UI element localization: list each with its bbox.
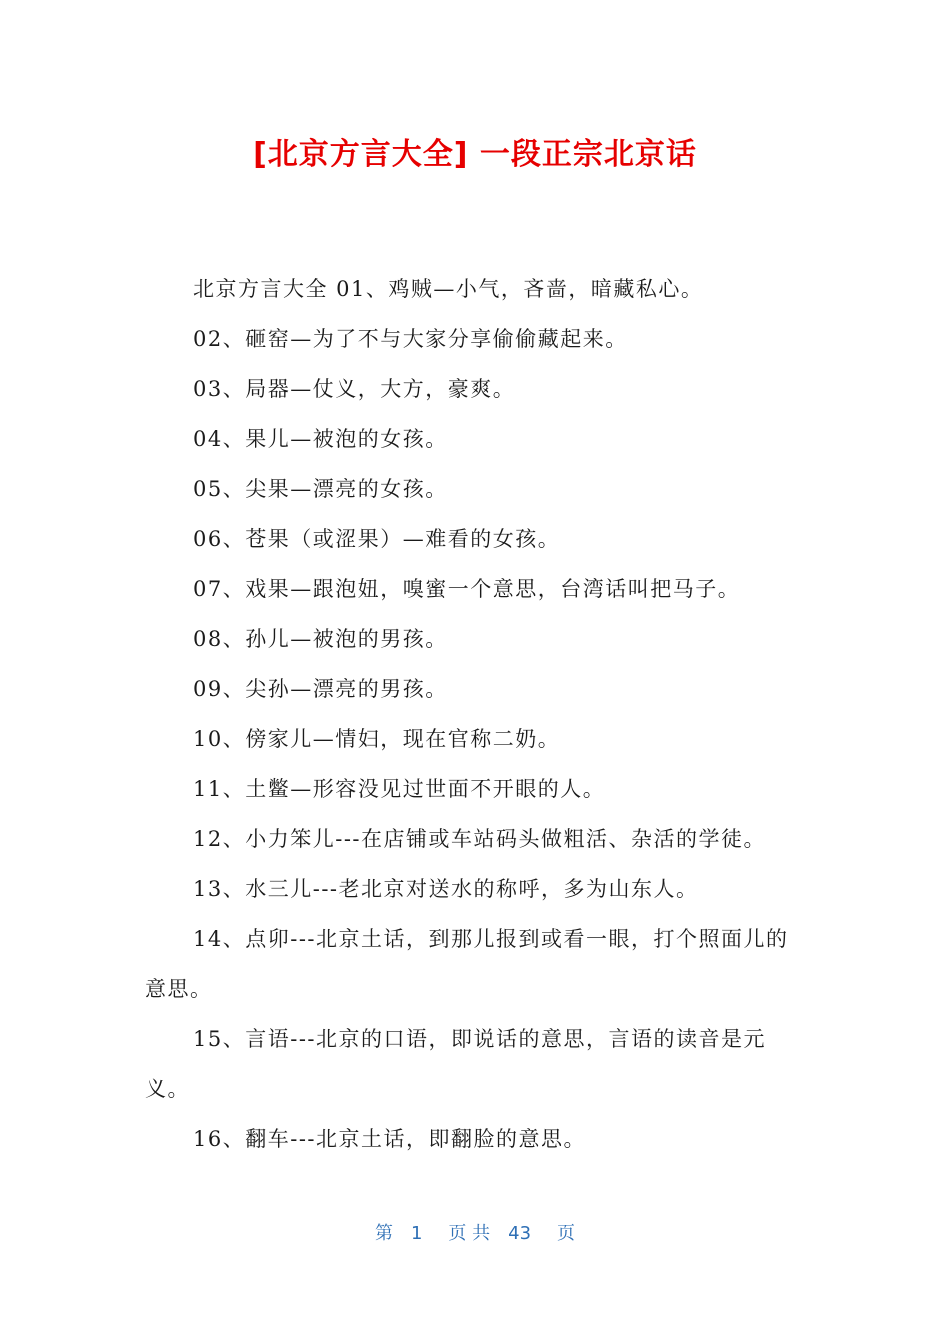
document-body [145, 264, 807, 1164]
page-footer [0, 1220, 950, 1248]
page-suffix: 页 [557, 1223, 576, 1244]
paragraph: 03、局器—仗义，大方，豪爽。 [193, 377, 516, 401]
paragraph: 14、点卯---北京土话，到那儿报到或看一眼，打个照面儿的意思。 [145, 927, 789, 1001]
paragraph: 02、砸窑—为了不与大家分享偷偷藏起来。 [193, 327, 628, 351]
page-mid-text: 页 共 [448, 1223, 491, 1244]
paragraph: 07、戏果—跟泡妞，嗅蜜一个意思，台湾话叫把马子。 [193, 577, 741, 601]
total-pages: 43 [508, 1223, 532, 1244]
paragraph: 北京方言大全 01、鸡贼—小气，吝啬，暗藏私心。 [193, 277, 704, 301]
paragraph: 09、尖孙—漂亮的男孩。 [193, 677, 448, 701]
paragraph: 10、傍家儿—情妇，现在官称二奶。 [193, 727, 561, 751]
page-number: 1 [410, 1223, 423, 1244]
paragraph: 12、小力笨儿---在店铺或车站码头做粗活、杂活的学徒。 [193, 827, 767, 851]
paragraph: 08、孙儿—被泡的男孩。 [193, 627, 448, 651]
paragraph: 04、果儿—被泡的女孩。 [193, 427, 448, 451]
paragraph: 15、言语---北京的口语，即说话的意思，言语的读音是元义。 [145, 1027, 767, 1101]
paragraph: 13、水三儿---老北京对送水的称呼，多为山东人。 [193, 877, 699, 901]
page-prefix: 第 [374, 1223, 393, 1244]
paragraph: 06、苍果（或涩果）—难看的女孩。 [193, 527, 561, 551]
document-title: [北京方言大全] 一段正宗北京话 [253, 137, 697, 172]
paragraph: 11、土鳖—形容没见过世面不开眼的人。 [193, 777, 606, 801]
paragraph: 05、尖果—漂亮的女孩。 [193, 477, 448, 501]
paragraph: 16、翻车---北京土话，即翻脸的意思。 [193, 1127, 587, 1151]
